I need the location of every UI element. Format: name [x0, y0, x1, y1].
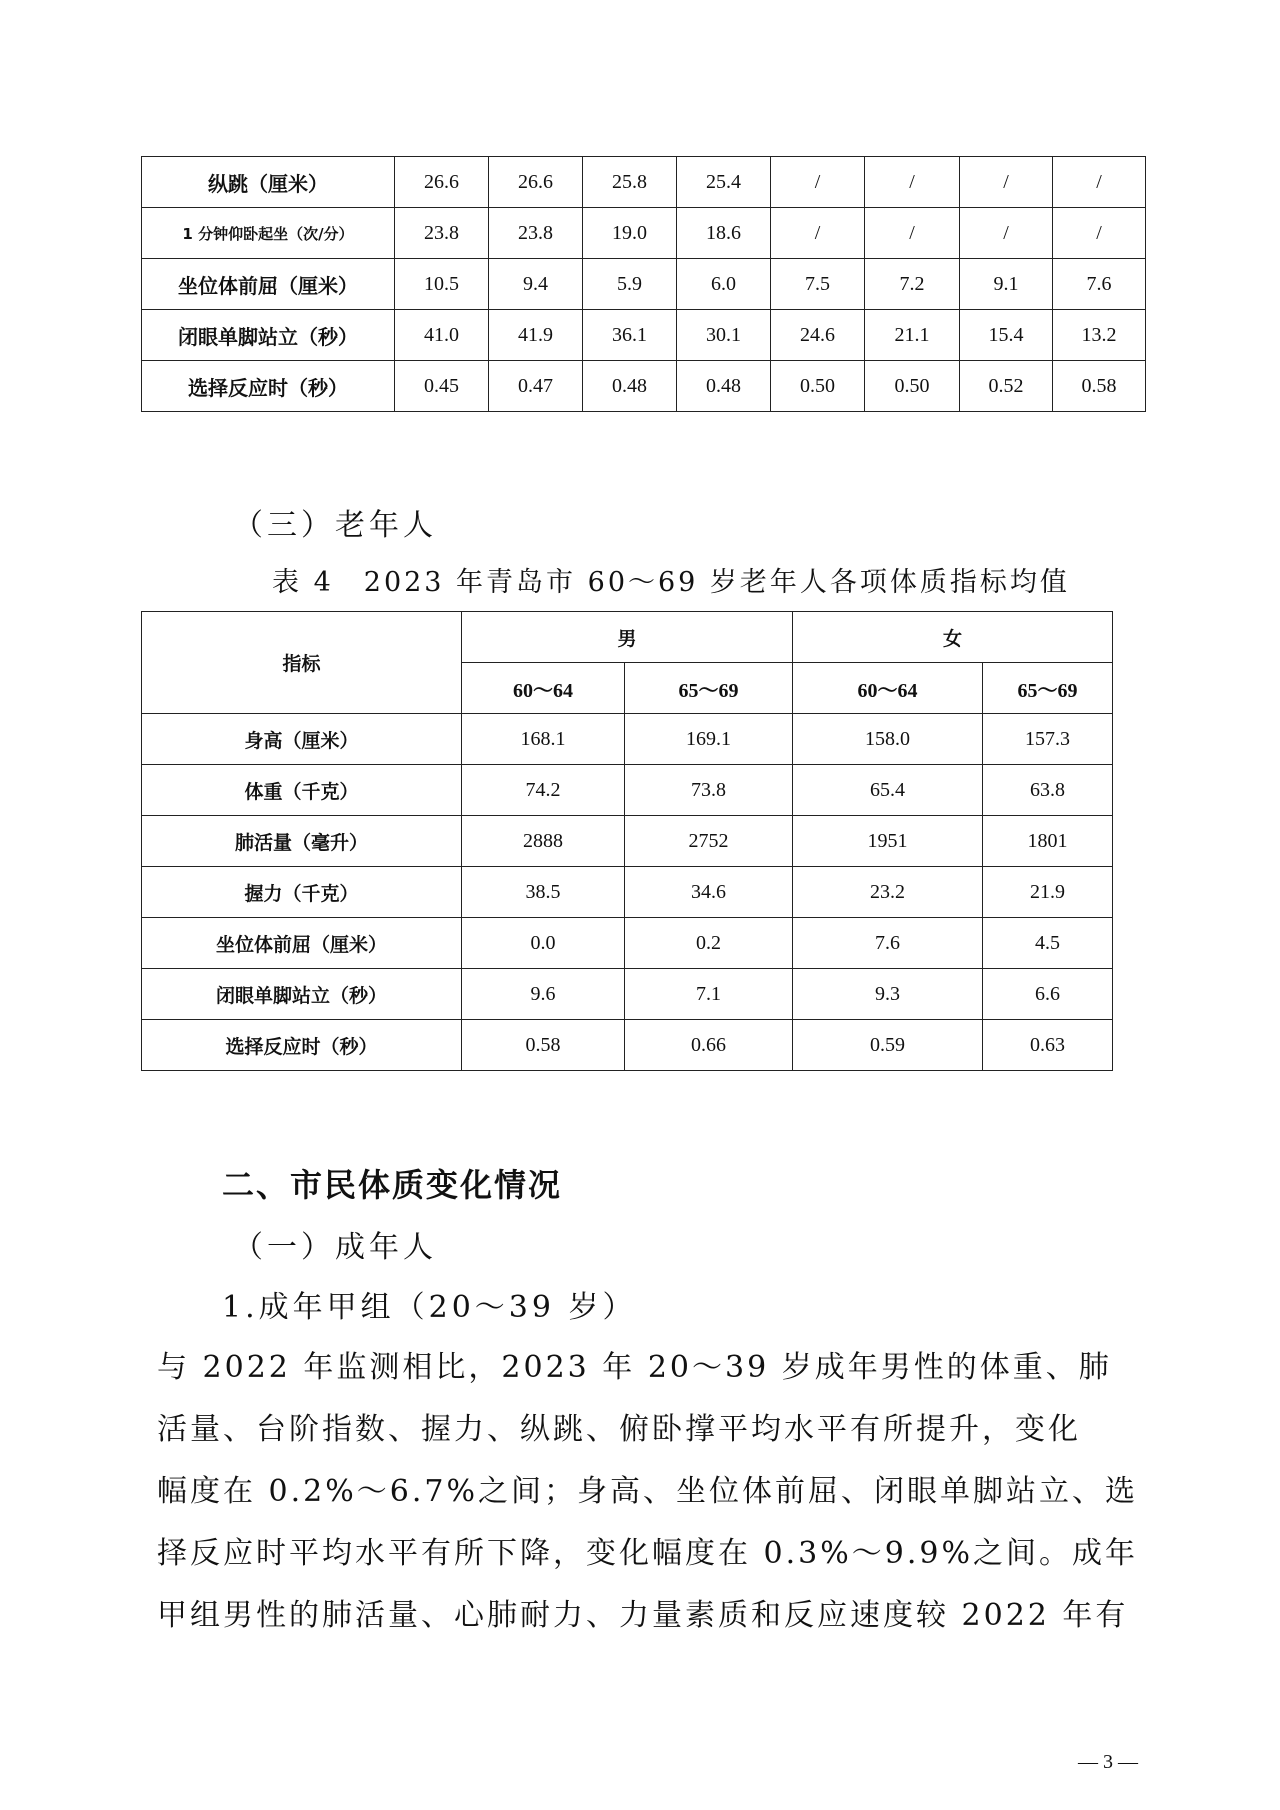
table-cell: 0.63 — [983, 1020, 1113, 1071]
table-cell: 25.4 — [677, 157, 771, 208]
row-label: 纵跳（厘米） — [142, 157, 395, 208]
paragraph-line: 活量、台阶指数、握力、纵跳、俯卧撑平均水平有所提升，变化 — [157, 1412, 1081, 1447]
table-cell: 2888 — [462, 816, 625, 867]
table-cell: 36.1 — [583, 310, 677, 361]
table-cell: 34.6 — [625, 867, 793, 918]
table-cell: 0.50 — [771, 361, 865, 412]
elderly-fitness-table — [141, 611, 1113, 1071]
table-cell: / — [865, 208, 960, 259]
row-label: 1 分钟仰卧起坐（次/分） — [142, 208, 395, 259]
table-cell: 0.59 — [793, 1020, 983, 1071]
paragraph-line: 幅度在 0.2%～6.7%之间；身高、坐位体前屈、闭眼单脚站立、选 — [157, 1474, 1138, 1509]
row-label: 坐位体前屈（厘米） — [142, 259, 395, 310]
page-number: — 3 — — [1078, 1751, 1138, 1773]
table-cell: 1951 — [793, 816, 983, 867]
paragraph-line: 与 2022 年监测相比，2023 年 20～39 岁成年男性的体重、肺 — [157, 1350, 1112, 1385]
table-row — [142, 867, 1113, 918]
table-cell: 26.6 — [395, 157, 489, 208]
table-cell: / — [771, 157, 865, 208]
table-cell: / — [1053, 208, 1146, 259]
table-cell: 0.2 — [625, 918, 793, 969]
table-row — [142, 259, 1146, 310]
table-cell: 0.58 — [462, 1020, 625, 1071]
table-cell: 7.2 — [865, 259, 960, 310]
table-cell: 38.5 — [462, 867, 625, 918]
table-cell: 0.48 — [583, 361, 677, 412]
table-cell: 0.50 — [865, 361, 960, 412]
table-cell: 0.47 — [489, 361, 583, 412]
table-cell: 9.3 — [793, 969, 983, 1020]
table-cell: / — [1053, 157, 1146, 208]
table-cell: / — [960, 208, 1053, 259]
table-row — [142, 765, 1113, 816]
row-label: 闭眼单脚站立（秒） — [142, 310, 395, 361]
table-cell: 23.2 — [793, 867, 983, 918]
table-row — [142, 816, 1113, 867]
table-cell: 7.6 — [1053, 259, 1146, 310]
age-group-header: 65～69 — [625, 663, 793, 714]
table-cell: 0.58 — [1053, 361, 1146, 412]
table-cell: 4.5 — [983, 918, 1113, 969]
paragraph-line: 甲组男性的肺活量、心肺耐力、力量素质和反应速度较 2022 年有 — [157, 1598, 1129, 1633]
table-cell: 0.52 — [960, 361, 1053, 412]
table-row — [142, 157, 1146, 208]
table-cell: 5.9 — [583, 259, 677, 310]
table-cell: 0.66 — [625, 1020, 793, 1071]
table-cell: 7.1 — [625, 969, 793, 1020]
table-cell: 0.0 — [462, 918, 625, 969]
table-cell: 41.9 — [489, 310, 583, 361]
table-caption: 表 4 2023 年青岛市 60～69 岁老年人各项体质指标均值 — [272, 567, 1070, 598]
table-cell: 168.1 — [462, 714, 625, 765]
table-cell: / — [960, 157, 1053, 208]
row-label: 坐位体前屈（厘米） — [142, 918, 462, 969]
table-cell: 73.8 — [625, 765, 793, 816]
table-cell: 9.4 — [489, 259, 583, 310]
group-heading: 1.成年甲组（20～39 岁） — [222, 1290, 637, 1325]
table-cell: 2752 — [625, 816, 793, 867]
table-cell: 23.8 — [395, 208, 489, 259]
table-cell: 63.8 — [983, 765, 1113, 816]
table-row — [142, 361, 1146, 412]
row-label: 闭眼单脚站立（秒） — [142, 969, 462, 1020]
table-cell: 6.0 — [677, 259, 771, 310]
table-row — [142, 714, 1113, 765]
female-header: 女 — [793, 612, 1113, 663]
table-cell: 74.2 — [462, 765, 625, 816]
subsection-heading-adults: （一）成年人 — [233, 1230, 437, 1265]
table-cell: 157.3 — [983, 714, 1113, 765]
row-label: 身高（厘米） — [142, 714, 462, 765]
table-header-row — [142, 612, 1113, 663]
table-cell: 0.48 — [677, 361, 771, 412]
table-cell: 18.6 — [677, 208, 771, 259]
age-group-header: 60～64 — [793, 663, 983, 714]
indicator-header: 指标 — [142, 612, 462, 714]
table-cell: 30.1 — [677, 310, 771, 361]
table-cell: 9.6 — [462, 969, 625, 1020]
table-row — [142, 208, 1146, 259]
paragraph-line: 择反应时平均水平有所下降，变化幅度在 0.3%～9.9%之间。成年 — [157, 1536, 1138, 1571]
male-header: 男 — [462, 612, 793, 663]
table-cell: / — [771, 208, 865, 259]
table-cell: 6.6 — [983, 969, 1113, 1020]
row-label: 选择反应时（秒） — [142, 1020, 462, 1071]
table-cell: 15.4 — [960, 310, 1053, 361]
table-cell: 9.1 — [960, 259, 1053, 310]
table-cell: 21.1 — [865, 310, 960, 361]
table-cell: 169.1 — [625, 714, 793, 765]
table-cell: 21.9 — [983, 867, 1113, 918]
table-cell: 65.4 — [793, 765, 983, 816]
row-label: 肺活量（毫升） — [142, 816, 462, 867]
table-cell: / — [865, 157, 960, 208]
table-cell: 13.2 — [1053, 310, 1146, 361]
row-label: 选择反应时（秒） — [142, 361, 395, 412]
table-row — [142, 918, 1113, 969]
table-cell: 1801 — [983, 816, 1113, 867]
age-group-header: 60～64 — [462, 663, 625, 714]
table-cell: 10.5 — [395, 259, 489, 310]
section-heading-elderly: （三）老年人 — [233, 508, 437, 543]
row-label: 体重（千克） — [142, 765, 462, 816]
table-row — [142, 310, 1146, 361]
table-cell: 7.5 — [771, 259, 865, 310]
table-cell: 23.8 — [489, 208, 583, 259]
table-cell: 41.0 — [395, 310, 489, 361]
table-cell: 24.6 — [771, 310, 865, 361]
table-row — [142, 969, 1113, 1020]
section-heading-changes: 二、市民体质变化情况 — [222, 1166, 563, 1204]
table-cell: 26.6 — [489, 157, 583, 208]
table-row — [142, 1020, 1113, 1071]
row-label: 握力（千克） — [142, 867, 462, 918]
table-cell: 158.0 — [793, 714, 983, 765]
fitness-table-continued — [141, 156, 1146, 412]
table-cell: 0.45 — [395, 361, 489, 412]
table-cell: 25.8 — [583, 157, 677, 208]
table-cell: 7.6 — [793, 918, 983, 969]
table-cell: 19.0 — [583, 208, 677, 259]
age-group-header: 65～69 — [983, 663, 1113, 714]
